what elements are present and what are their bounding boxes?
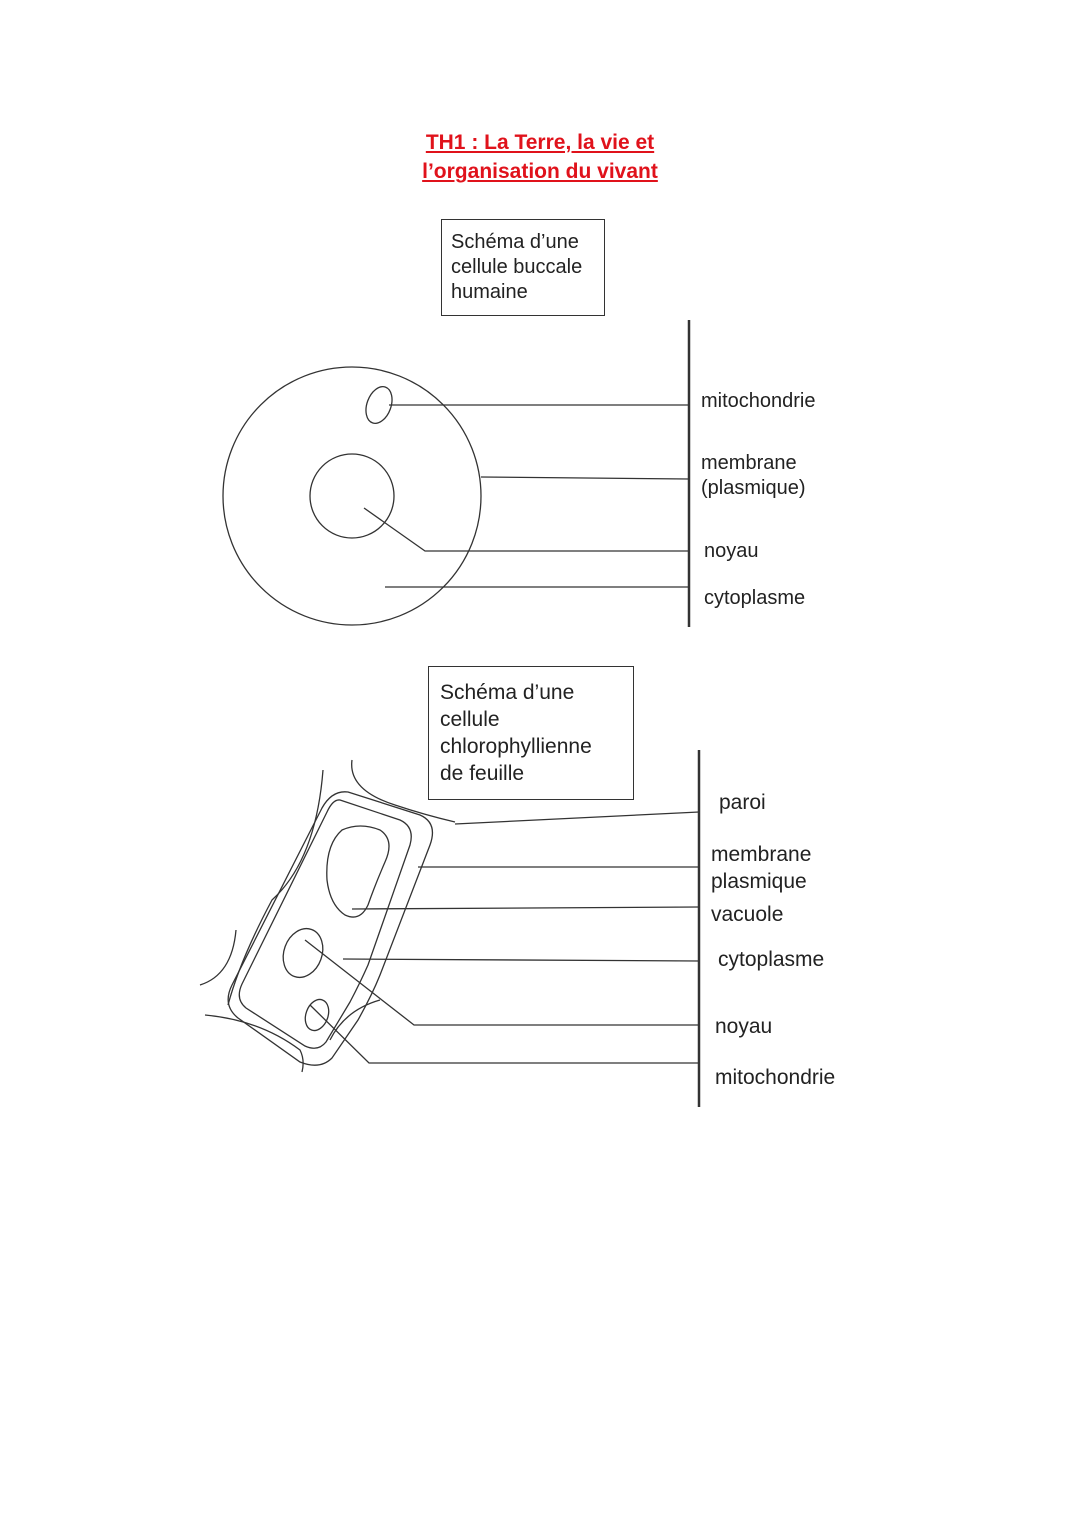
label-noyau-1: noyau — [704, 540, 759, 562]
neighbour-cell-wall — [330, 1000, 380, 1040]
label-mitochondrie-1: mitochondrie — [701, 390, 816, 412]
leader-paroi-2 — [455, 812, 699, 824]
cheek-cell-nucleus — [310, 454, 394, 538]
label-membrane-2 — [711, 841, 811, 895]
caption-line: humaine — [451, 281, 528, 303]
label-membrane-1-line1: membrane — [701, 452, 797, 474]
leaf-cell-vacuole — [327, 826, 389, 917]
page-title-line2: l’organisation du vivant — [422, 160, 658, 183]
caption-box-leaf-cell — [428, 666, 634, 800]
leaf-cell-diagram — [200, 750, 699, 1107]
leader-noyau-2 — [305, 940, 699, 1025]
label-membrane-1 — [701, 451, 805, 501]
page-title-line1: TH1 : La Terre, la vie et — [425, 131, 655, 154]
caption-line: cellule buccale — [451, 256, 583, 278]
caption-line: cellule — [440, 708, 500, 731]
leader-vacuole-2 — [352, 907, 699, 909]
label-paroi-2: paroi — [719, 791, 766, 814]
caption-line: de feuille — [440, 762, 525, 785]
label-mitochondrie-2: mitochondrie — [715, 1066, 836, 1089]
leader-noyau-1 — [364, 508, 689, 551]
label-membrane-2-line2: plasmique — [711, 870, 807, 893]
caption-box-cheek-cell — [441, 219, 605, 316]
caption-line: Schéma d’une — [440, 681, 575, 704]
neighbour-cell-wall — [205, 1015, 303, 1072]
cheek-cell-membrane — [223, 367, 481, 625]
label-cytoplasme-1: cytoplasme — [704, 587, 806, 609]
leaf-cell-mitochondrion — [301, 996, 333, 1034]
label-membrane-1-line2: (plasmique) — [701, 477, 806, 499]
caption-line: Schéma d’une — [451, 231, 579, 253]
label-noyau-2: noyau — [715, 1015, 773, 1038]
leader-membrane-1 — [481, 477, 689, 479]
caption-line: chlorophyllienne — [440, 735, 592, 758]
label-cytoplasme-2: cytoplasme — [718, 948, 825, 971]
neighbour-cell-wall — [200, 930, 236, 985]
neighbour-cell-wall — [228, 770, 323, 1005]
page-title — [380, 128, 700, 186]
cheek-cell-diagram — [223, 320, 689, 627]
label-membrane-2-line1: membrane — [711, 843, 812, 866]
leader-cytoplasme-2 — [343, 959, 699, 961]
label-vacuole-2: vacuole — [711, 903, 784, 926]
leaf-cell-membrane — [239, 800, 411, 1048]
leader-mitochondrie-2 — [310, 1005, 699, 1063]
